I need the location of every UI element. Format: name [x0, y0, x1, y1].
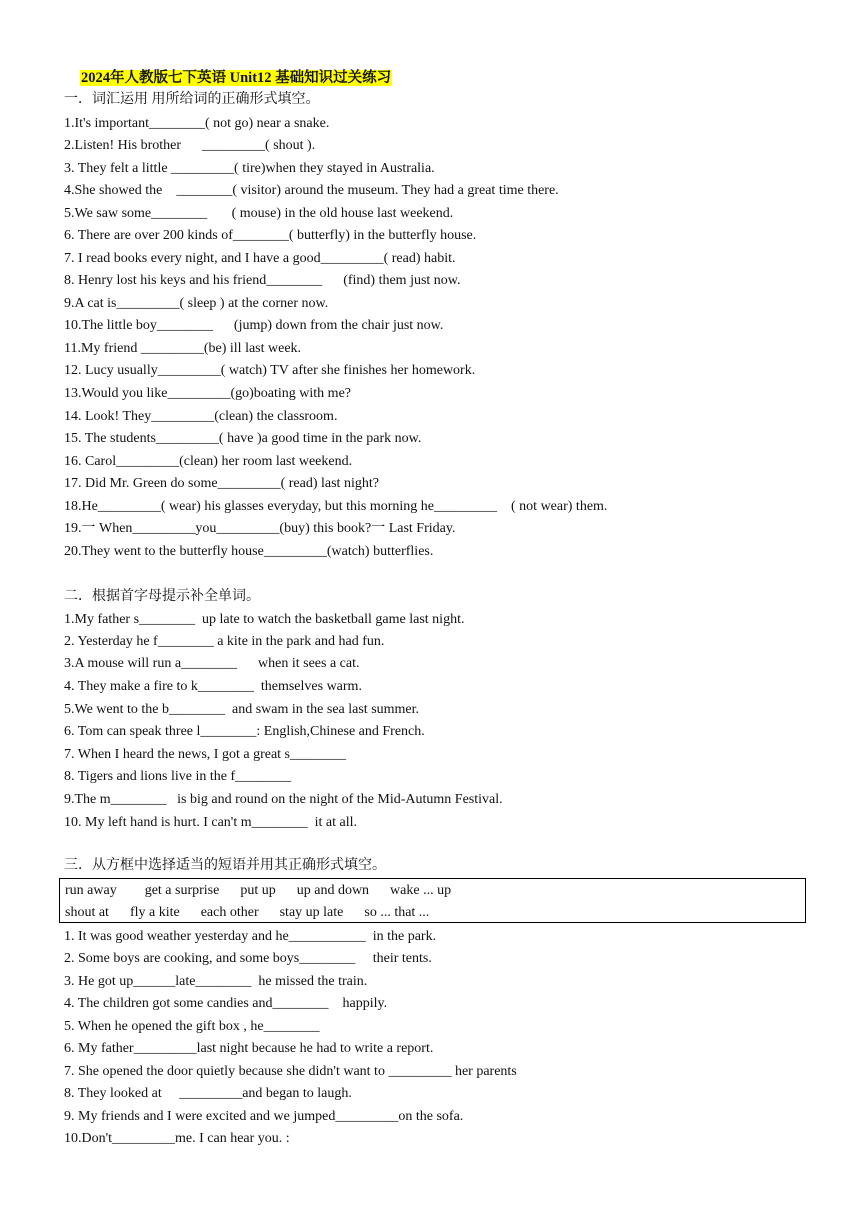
section3-item: 5. When he opened the gift box , he________ [64, 1019, 320, 1034]
section1-item: 11.My friend _________(be) ill last week. [64, 341, 302, 356]
section2-item: 7. When I heard the news, I got a great s________ [64, 747, 346, 762]
section2-item: 8. Tigers and lions live in the f________ [64, 769, 292, 784]
section1-item: 13.Would you like_________(go)boating with me? [64, 386, 351, 401]
section2-item: 6. Tom can speak three l________: English,Chinese and French. [64, 724, 425, 739]
section3-heading: 三．从方框中选择适当的短语并用其正确形式填空。 [64, 858, 386, 873]
section1-item: 20.They went to the butterfly house_________(watch) butterflies. [64, 544, 434, 559]
page-title: 2024年人教版七下英语 Unit12 基础知识过关练习 [81, 70, 392, 86]
section3-item: 7. She opened the door quietly because she didn't want to _________ her parents [64, 1064, 517, 1079]
section3-item: 3. He got up______late________ he missed the train. [64, 974, 368, 989]
section1-item: 4.She showed the ________( visitor) around the museum. They had a great time there. [64, 183, 559, 198]
phrase-box-row: shout at fly a kite each other stay up late so ... that ... [65, 905, 430, 920]
section1-item: 18.He_________( wear) his glasses everyday, but this morning he_________ ( not wear) them. [64, 499, 608, 514]
section3-item: 1. It was good weather yesterday and he___________ in the park. [64, 929, 437, 944]
section1-item: 16. Carol_________(clean) her room last weekend. [64, 454, 353, 469]
section1-item: 7. I read books every night, and I have a good_________( read) habit. [64, 251, 456, 266]
section1-heading: 一．词汇运用 用所给词的正确形式填空。 [64, 92, 320, 107]
section1-item: 3. They felt a little _________( tire)when they stayed in Australia. [64, 161, 435, 176]
phrase-box-row: run away get a surprise put up up and down wake ... up [65, 883, 452, 898]
section1-item: 10.The little boy________ (jump) down from the chair just now. [64, 318, 444, 333]
section1-item: 9.A cat is_________( sleep ) at the corner now. [64, 296, 329, 311]
section1-item: 2.Listen! His brother _________( shout ). [64, 138, 316, 153]
section1-item: 14. Look! They_________(clean) the classroom. [64, 409, 338, 424]
section3-item: 4. The children got some candies and________ happily. [64, 996, 388, 1011]
section1-item: 12. Lucy usually_________( watch) TV after she finishes her homework. [64, 363, 476, 378]
section3-item: 10.Don't_________me. I can hear you. : [64, 1131, 290, 1146]
section2-item: 10. My left hand is hurt. I can't m________ it at all. [64, 815, 357, 830]
phrase-box [59, 878, 806, 923]
section1-item: 6. There are over 200 kinds of________( butterfly) in the butterfly house. [64, 228, 477, 243]
section1-item: 5.We saw some________ ( mouse) in the old house last weekend. [64, 206, 454, 221]
section2-item: 5.We went to the b________ and swam in the sea last summer. [64, 702, 420, 717]
section2-heading: 二．根据首字母提示补全单词。 [64, 589, 260, 604]
section1-item: 15. The students_________( have )a good time in the park now. [64, 431, 422, 446]
section2-item: 9.The m________ is big and round on the night of the Mid-Autumn Festival. [64, 792, 503, 807]
section1-item: 8. Henry lost his keys and his friend________ (find) them just now. [64, 273, 461, 288]
section3-item: 9. My friends and I were excited and we jumped_________on the sofa. [64, 1109, 464, 1124]
title-block [80, 69, 392, 87]
section1-item: 19.一 When_________you_________(buy) this book?一 Last Friday. [64, 521, 456, 536]
section2-item: 1.My father s________ up late to watch the basketball game last night. [64, 612, 465, 627]
section3-item: 8. They looked at _________and began to laugh. [64, 1086, 352, 1101]
section1-item: 1.It's important________( not go) near a snake. [64, 116, 330, 131]
section2-item: 3.A mouse will run a________ when it sees a cat. [64, 656, 360, 671]
section2-item: 2. Yesterday he f________ a kite in the park and had fun. [64, 634, 385, 649]
section2-item: 4. They make a fire to k________ themselves warm. [64, 679, 362, 694]
section3-item: 6. My father_________last night because he had to write a report. [64, 1041, 434, 1056]
section3-item: 2. Some boys are cooking, and some boys________ their tents. [64, 951, 432, 966]
section1-item: 17. Did Mr. Green do some_________( read) last night? [64, 476, 379, 491]
